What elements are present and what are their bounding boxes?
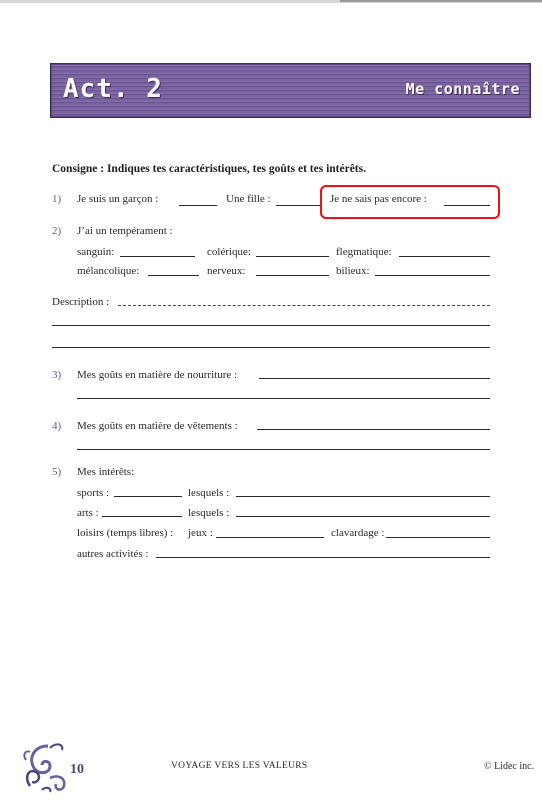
description-line-2[interactable]	[52, 325, 490, 326]
description-label: Description :	[52, 296, 110, 308]
interets-label: Mes intérêts:	[77, 466, 135, 478]
clavardage-field[interactable]	[386, 537, 490, 538]
arts-label: arts :	[77, 507, 99, 519]
flegmatique-field[interactable]	[399, 256, 490, 257]
bilieux-field[interactable]	[375, 275, 490, 276]
description-line-1[interactable]	[118, 305, 490, 306]
arts-lesquels-label: lesquels :	[188, 507, 230, 519]
fille-label: Une fille :	[226, 193, 271, 205]
vetements-field-2[interactable]	[77, 449, 490, 450]
sports-label: sports :	[77, 487, 110, 499]
nerveux-field[interactable]	[256, 275, 329, 276]
sanguin-label: sanguin:	[77, 246, 115, 258]
question-5-number: 5)	[52, 466, 62, 478]
arts-lesquels-field[interactable]	[236, 516, 490, 517]
autres-field[interactable]	[156, 557, 490, 558]
clavardage-label: clavardage :	[331, 527, 385, 539]
activity-title: Act. 2	[63, 74, 163, 104]
colerique-field[interactable]	[256, 256, 329, 257]
garcon-field[interactable]	[179, 205, 217, 206]
sports-lesquels-field[interactable]	[236, 496, 490, 497]
fille-field[interactable]	[276, 205, 320, 206]
garcon-label: Je suis un garçon :	[77, 193, 159, 205]
top-edge-dark	[340, 0, 542, 2]
nourriture-field-1[interactable]	[259, 378, 490, 379]
book-title: VOYAGE VERS LES VALEURS	[171, 761, 308, 771]
colerique-label: colérique:	[207, 246, 251, 258]
nourriture-field-2[interactable]	[77, 398, 490, 399]
vetements-field-1[interactable]	[257, 429, 490, 430]
nerveux-label: nerveux:	[207, 265, 246, 277]
jeux-label: jeux :	[188, 527, 213, 539]
melancolique-field[interactable]	[148, 275, 199, 276]
copyright: © Lidec inc.	[484, 761, 535, 772]
question-3-number: 3)	[52, 369, 62, 381]
flegmatique-label: flegmatique:	[336, 246, 392, 258]
jeux-field[interactable]	[216, 537, 324, 538]
vetements-label: Mes goûts en matière de vêtements :	[77, 420, 238, 432]
activity-subtitle: Me connaître	[405, 80, 520, 98]
question-2-number: 2)	[52, 225, 62, 237]
arts-field[interactable]	[102, 516, 182, 517]
ornament-icon	[20, 738, 76, 794]
activity-banner	[50, 63, 531, 118]
temperament-label: J’ai un tempérament :	[77, 225, 173, 237]
encore-label: Je ne sais pas encore :	[330, 193, 427, 205]
description-line-3[interactable]	[52, 347, 490, 348]
melancolique-label: mélancolique:	[77, 265, 140, 277]
sanguin-field[interactable]	[120, 256, 195, 257]
sports-lesquels-label: lesquels :	[188, 487, 230, 499]
loisirs-label: loisirs (temps libres) :	[77, 527, 174, 539]
autres-label: autres activités :	[77, 548, 149, 560]
bilieux-label: bilieux:	[336, 265, 370, 277]
sports-field[interactable]	[114, 496, 182, 497]
page-number: 10	[70, 762, 84, 777]
question-4-number: 4)	[52, 420, 62, 432]
nourriture-label: Mes goûts en matière de nourriture :	[77, 369, 238, 381]
red-highlight-box	[320, 185, 500, 219]
question-1-number: 1)	[52, 193, 62, 205]
instructions: Consigne : Indiques tes caractéristiques, tes goûts et tes intérêts.	[52, 163, 366, 175]
